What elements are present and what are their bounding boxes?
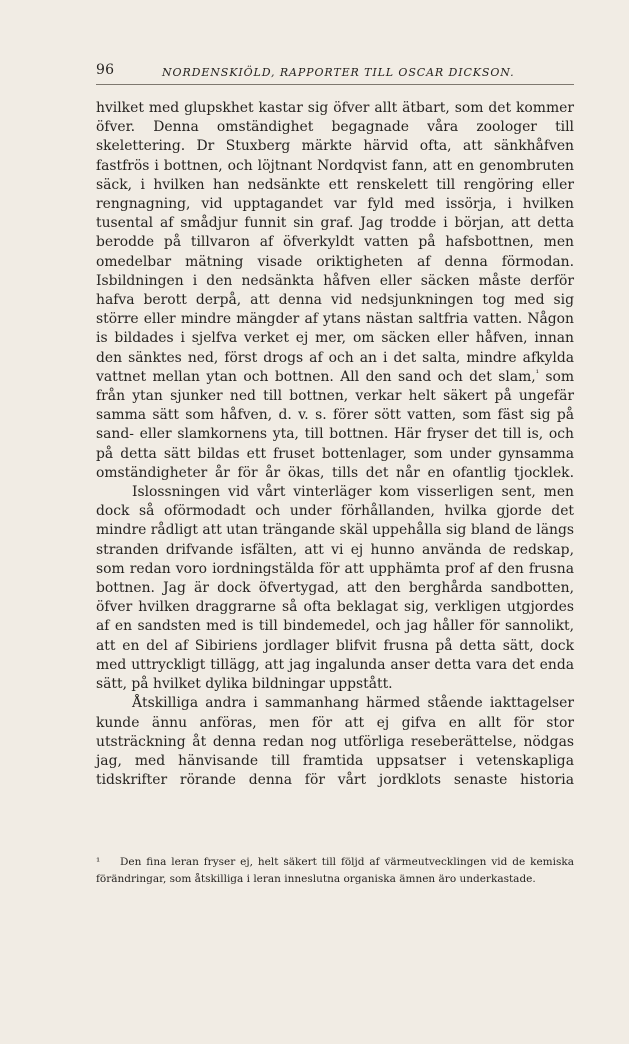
footnote-text: Den fina leran fryser ej, helt säkert till följd af värmeutvecklingen vid de kemiska förändringar, som åtskilliga i leran inneslutna organiska ämnen äro underkastade.: [96, 856, 574, 885]
page-header: [96, 58, 574, 85]
page-number: 96: [96, 62, 115, 78]
body-text: [96, 99, 574, 790]
footnote: [96, 854, 574, 887]
body-paragraph-2-text: Islossningen vid vårt vinterläger kom visserligen sent, men dock så oförmodadt och under förhållanden, hvilka gjorde det mindre rådligt att utan trängande skäl uppehålla sig bland de längs stranden drifvande isfälten, att vi ej hunno använda de redskap, som redan voro iordningstälda för att upphämta prof af den frusna bottnen. Jag är dock öfvertygad, att den berghårda sandbotten, öfver hvilken draggrarne så ofta beklagat sig, verkligen utgjordes af en sandsten med is till bindemedel, och jag håller för sannolikt, att en del af Sibiriens jordlager blifvit frusna på detta sätt, dock med uttryckligt tillägg, att jag ingalunda anser detta vara det enda sätt, på hvilket dylika bildningar uppstått.: [96, 484, 574, 693]
footnote-reference: ¹: [535, 368, 539, 378]
document-page: [96, 58, 574, 1018]
running-head: NORDENSKIÖLD, RAPPORTER TILL OSCAR DICKSON.: [162, 66, 515, 79]
body-paragraph-3-text: Åtskilliga andra i sammanhang härmed stående iakttagelser kunde ännu anföras, men för att ej gifva en allt för stor utsträckning åt denna redan nog utförliga reseberättelse, nödgas jag, med hänvisande till framtida uppsatser i vetenskapliga tidskrifter rörande denna för vårt jordklots senaste historia: [96, 695, 574, 789]
body-paragraph-1: [96, 99, 574, 483]
body-paragraph-2: [96, 483, 574, 694]
footnote-mark: ¹: [96, 856, 101, 868]
body-paragraph-1-text: hvilket med glupskhet kastar sig öfver allt ätbart, som det kommer öfver. Denna omständighet begagnade våra zoologer till skelettering. Dr Stuxberg märkte härvid ofta, att sänkhåfven fastfrös i bottnen, och löjtnant Nordqvist fann, att en genombruten säck, i hvilken han nedsänkte ett renskelett till rengöring eller rengnagning, vid upptagandet var fyld med issörja, i hvilken tusental af smådjur funnit sin graf. Jag trodde i början, att detta berodde på tillvaron af öfverkyldt vatten på hafsbottnen, men omedelbar mätning visade oriktigheten af denna förmodan. Isbildningen i den nedsänkta håfven eller säcken måste derför hafva berott derpå, att denna vid nedsjunkningen tog med sig större eller mindre mängder af ytans nästan saltfria vatten. Någon is bildades i sjelfva verket ej mer, om säcken eller håfven, innan den sänktes ned, först drogs af och an i det salta, mindre afkylda vattnet mellan ytan och bottnen. All den sand och det slam,: [96, 100, 574, 385]
body-paragraph-3: [96, 694, 574, 790]
body-paragraph-1-continuation: som från ytan sjunker ned till bottnen, verkar helt säkert på ungefär samma sätt som håfven, d. v. s. förer sött vatten, som fäst sig på sand- eller slamkornens yta, till bottnen. Här fryser det till is, och på detta sätt bildas ett fruset bottenlager, som under gynsamma omständigheter år för år ökas, tills det når en ofantlig tjocklek.: [96, 368, 574, 481]
